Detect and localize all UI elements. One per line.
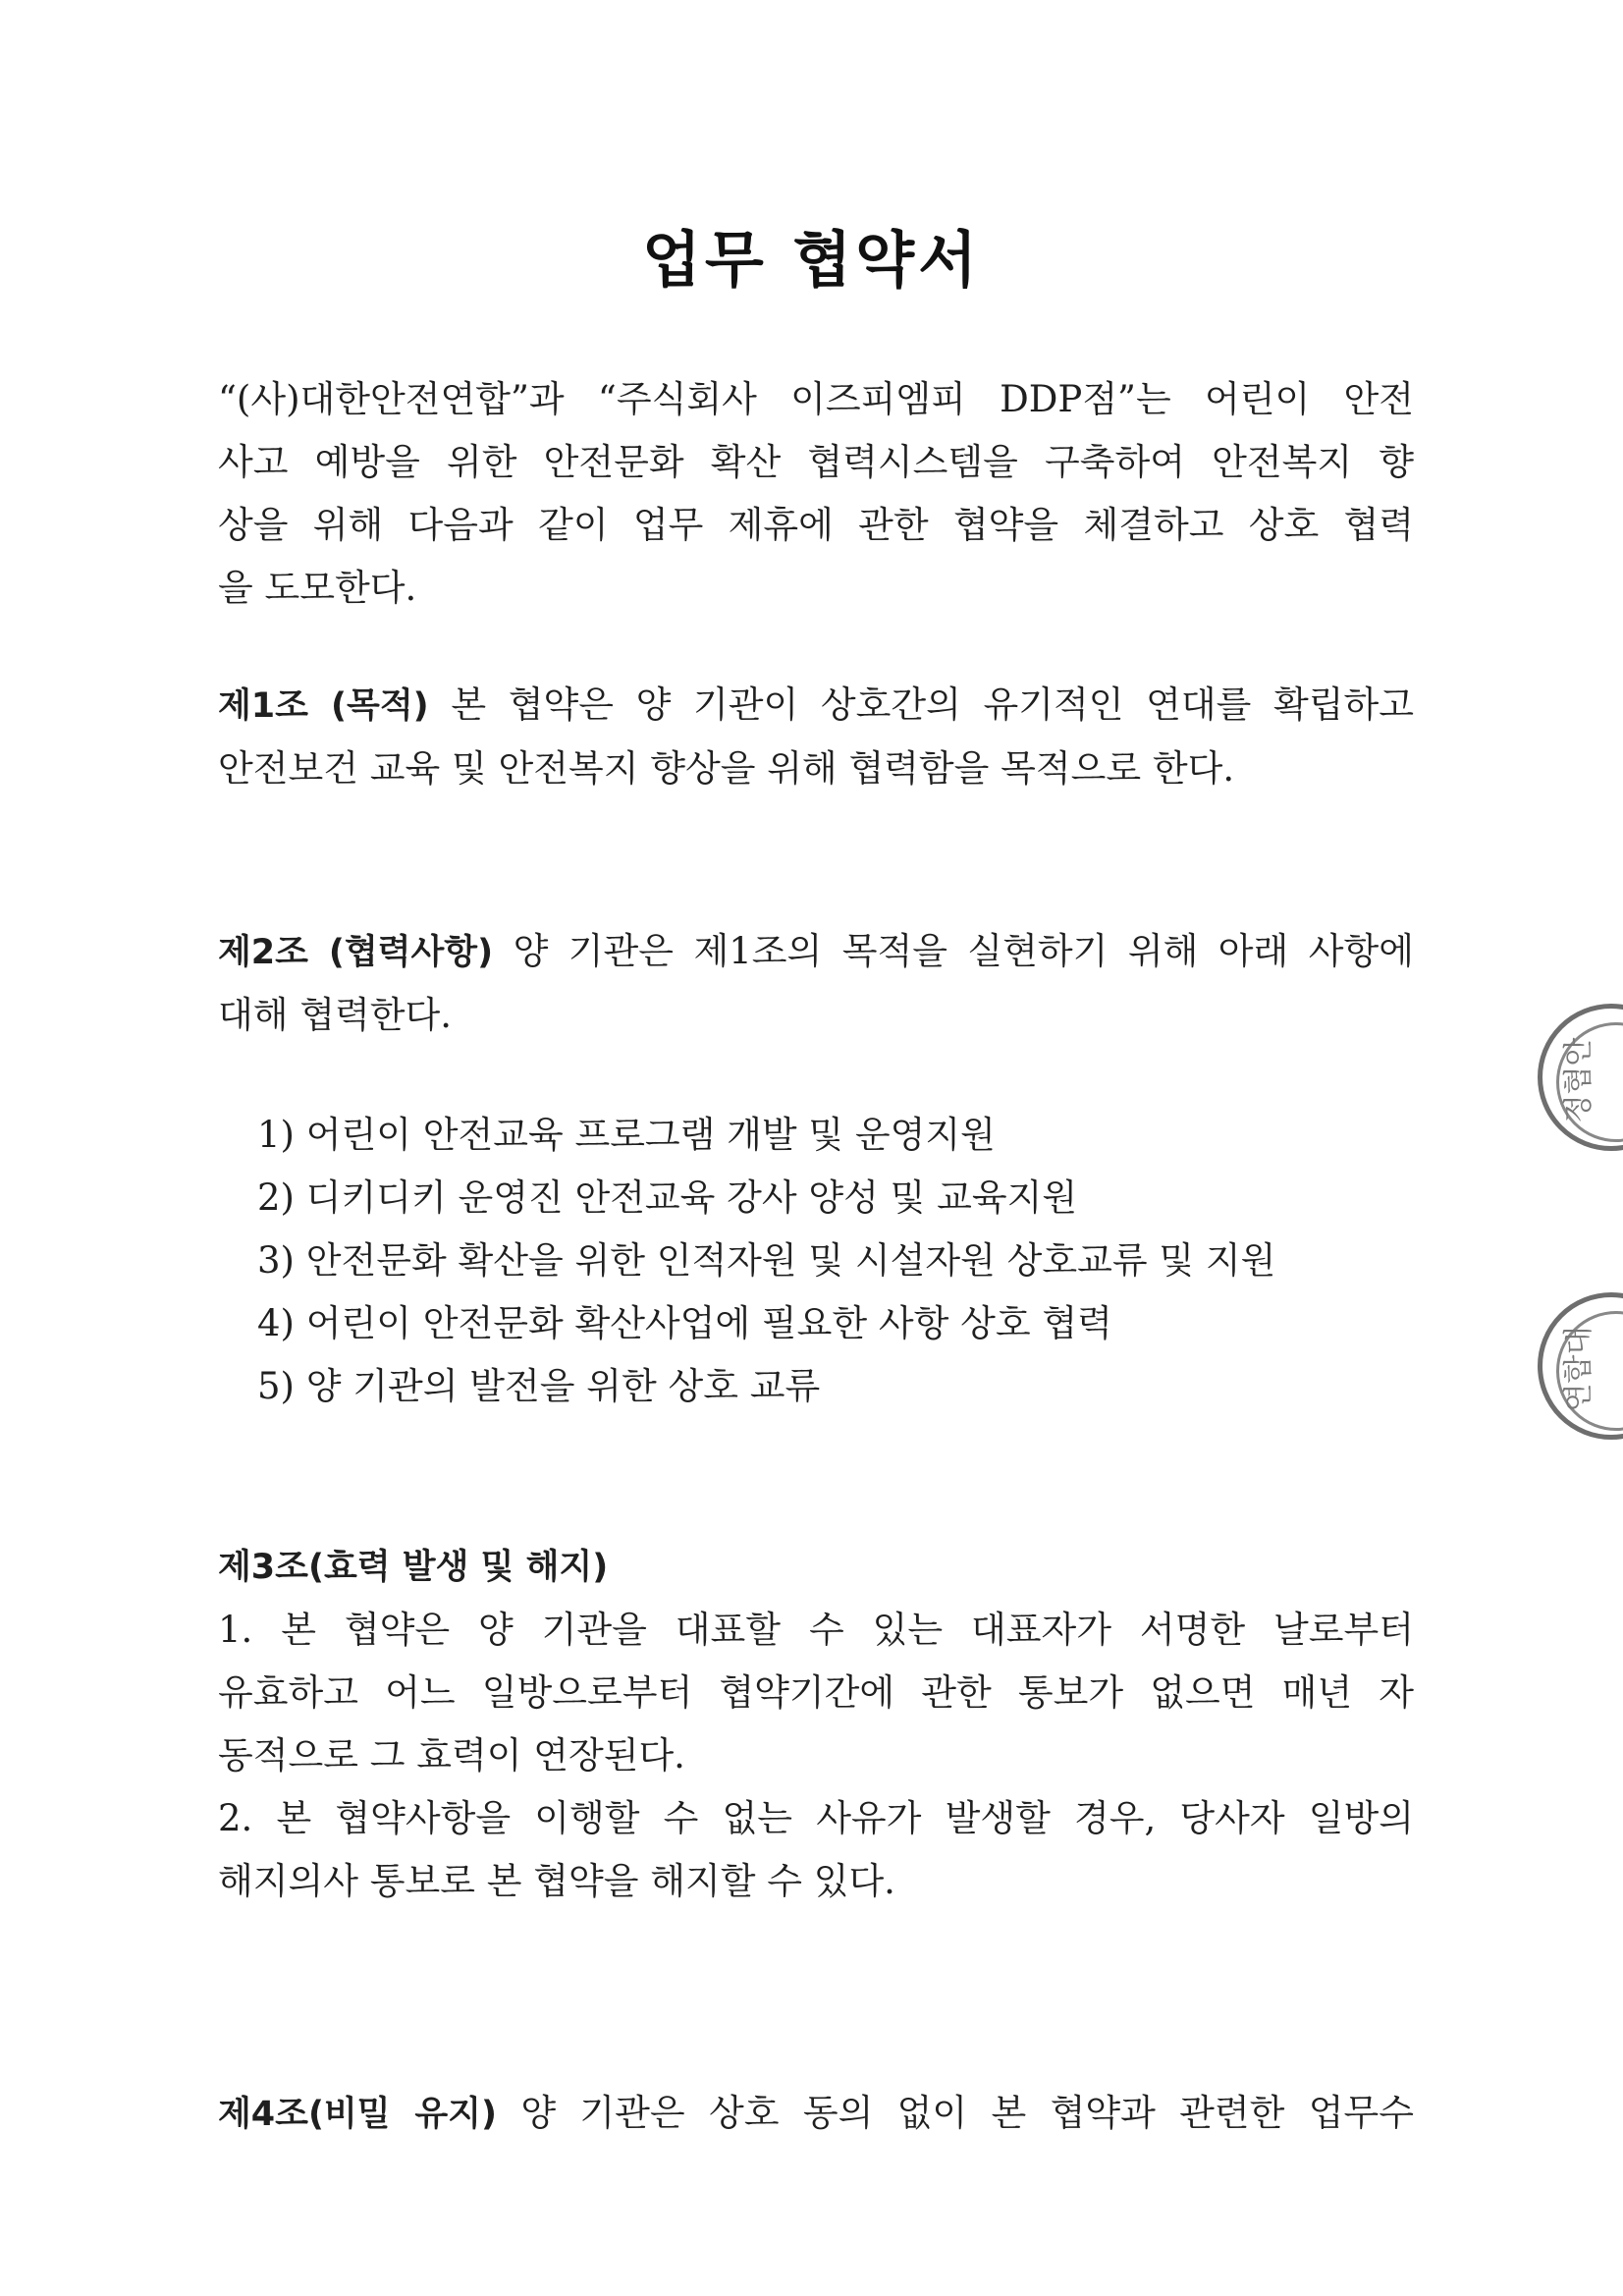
list-item: 4) 어린이 안전문화 확산사업에 필요한 사항 상호 협력 <box>257 1302 1112 1344</box>
article-2-heading: 제2조 (협력사항) <box>218 933 494 972</box>
seal-stamp-1 <box>1538 1004 1623 1151</box>
article-4 <box>218 2082 1414 2146</box>
seal-text: 연합대 <box>1561 1326 1596 1412</box>
article-1-text: 안전보건 교육 및 안전복지 향상을 위해 협력함을 목적으로 한다. <box>218 747 1235 790</box>
intro-line: “(사)대한안전연합”과 “주식회사 이즈피엠피 DDP점”는 어린이 안전 <box>218 378 1414 420</box>
article-3-clause-1: 1. 본 협약은 양 기관을 대표할 수 있는 대표자가 서명한 날로부터 <box>218 1609 1414 1651</box>
article-4-heading: 제4조(비밀 유지) <box>218 2095 497 2134</box>
intro-line: 사고 예방을 위한 안전문화 확산 협력시스템을 구축하여 안전복지 향 <box>218 441 1414 483</box>
document-title: 업무 협약서 <box>641 224 982 296</box>
seal-text: 정협안 <box>1561 1037 1596 1123</box>
list-item: 3) 안전문화 확산을 위한 인적자원 및 시설자원 상호교류 및 지원 <box>257 1239 1276 1282</box>
article-3 <box>218 1535 1414 1913</box>
article-3-clause-2: 해지의사 통보로 본 협약을 해지할 수 있다. <box>218 1860 895 1902</box>
list-item: 1) 어린이 안전교육 프로그램 개발 및 운영지원 <box>257 1114 996 1156</box>
article-4-text: 양 기관은 상호 동의 없이 본 협약과 관련한 업무수 <box>496 2092 1414 2134</box>
intro-line: 을 도모한다. <box>218 567 417 609</box>
article-1-heading: 제1조 (목적) <box>218 686 429 726</box>
intro-paragraph <box>218 368 1414 620</box>
article-3-clause-1: 동적으로 그 효력이 연장된다. <box>218 1734 685 1777</box>
article-3-clause-2: 2. 본 협약사항을 이행할 수 없는 사유가 발생할 경우, 당사자 일방의 <box>218 1797 1414 1839</box>
article-3-heading: 제3조(효력 발생 및 해지) <box>218 1548 609 1587</box>
article-2 <box>218 920 1414 1047</box>
article-1-text: 본 협약은 양 기관이 상호간의 유기적인 연대를 확립하고 <box>428 683 1414 726</box>
list-item: 2) 디키디키 운영진 안전교육 강사 양성 및 교육지원 <box>257 1176 1078 1219</box>
seal-stamp-2 <box>1538 1292 1623 1440</box>
article-2-list <box>257 1104 1416 1418</box>
article-2-text: 양 기관은 제1조의 목적을 실현하기 위해 아래 사항에 <box>493 930 1414 972</box>
article-1 <box>218 674 1414 800</box>
list-item: 5) 양 기관의 발전을 위한 상호 교류 <box>257 1365 821 1407</box>
article-3-clause-1: 유효하고 어느 일방으로부터 협약기간에 관한 통보가 없으면 매년 자 <box>218 1671 1414 1714</box>
article-2-text: 대해 협력한다. <box>218 994 452 1036</box>
intro-line: 상을 위해 다음과 같이 업무 제휴에 관한 협약을 체결하고 상호 협력 <box>218 504 1414 546</box>
